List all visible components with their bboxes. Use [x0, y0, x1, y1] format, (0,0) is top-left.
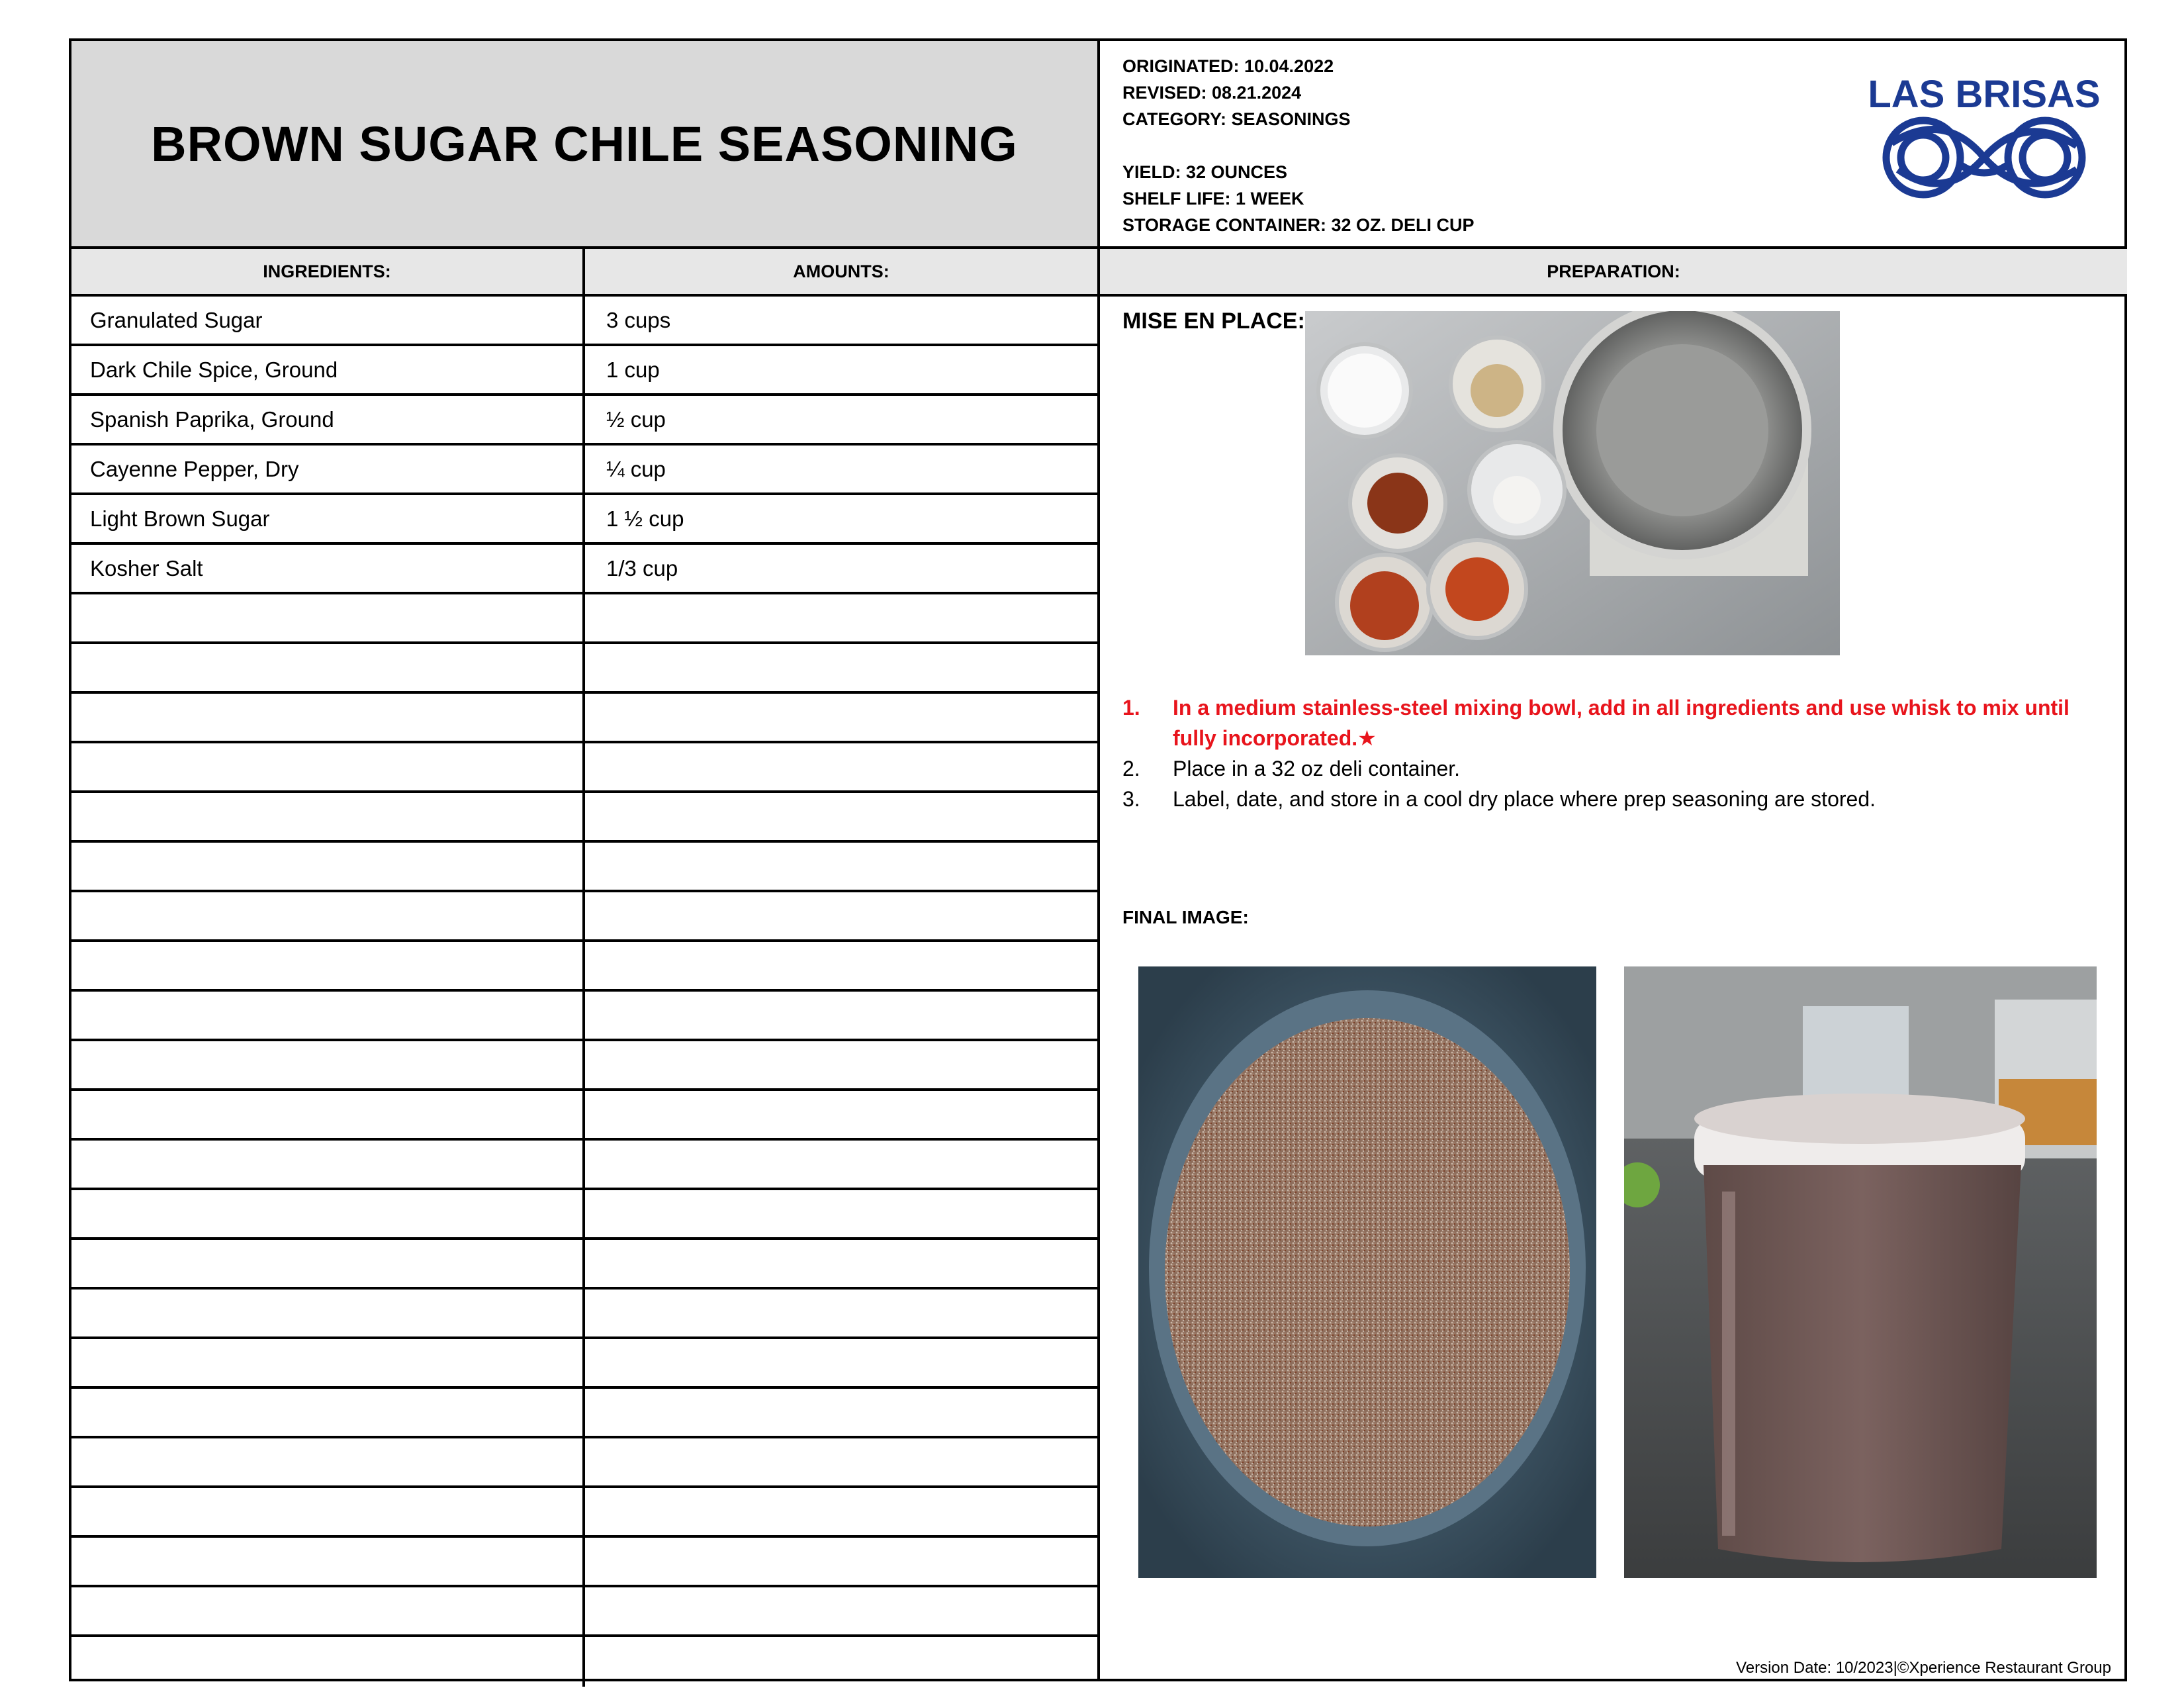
recipe-sheet [69, 38, 2127, 1681]
ingredient-amount [585, 942, 1097, 989]
preparation-step [1122, 692, 2102, 753]
ingredient-name [71, 1389, 585, 1436]
ingredient-name [71, 594, 585, 641]
ingredient-row [71, 743, 1097, 793]
ingredient-amount [585, 1538, 1097, 1585]
ingredient-amount [585, 1339, 1097, 1386]
ingredient-row [71, 694, 1097, 743]
ingredient-amount [585, 1240, 1097, 1287]
ingredient-amount [585, 594, 1097, 641]
mise-en-place-photo [1305, 311, 1840, 655]
ingredient-name [71, 1141, 585, 1188]
ingredient-row [71, 1339, 1097, 1389]
ingredient-amount [585, 743, 1097, 790]
ingredient-amount [585, 1438, 1097, 1485]
amounts-header: AMOUNTS: [585, 249, 1100, 297]
ingredient-amount: 1 cup [606, 357, 660, 382]
ingredient-amount [585, 1141, 1097, 1188]
ingredient-amount [585, 793, 1097, 840]
ingredient-name: Dark Chile Spice, Ground [71, 346, 585, 393]
ingredient-name [71, 1190, 585, 1237]
revised-date: REVISED: 08.21.2024 [1122, 83, 1302, 103]
ingredient-row [71, 644, 1097, 694]
ingredient-name [71, 694, 585, 741]
ingredient-row [71, 1438, 1097, 1488]
version-footer: Version Date: 10/2023|©Xperience Restaurant Group [1736, 1659, 2111, 1677]
ingredient-name: Light Brown Sugar [71, 495, 585, 542]
step-number: 1. [1122, 696, 1140, 720]
ingredient-row [71, 445, 1097, 495]
ingredient-row [71, 346, 1097, 396]
ingredient-amount [585, 1289, 1097, 1336]
ingredient-row [71, 594, 1097, 644]
preparation-step [1122, 753, 2102, 784]
ingredient-name: Kosher Salt [71, 545, 585, 592]
ingredient-name [71, 1438, 585, 1485]
ingredient-row [71, 1190, 1097, 1240]
ingredient-name: Cayenne Pepper, Dry [71, 445, 585, 492]
ingredient-row [71, 1240, 1097, 1289]
ingredient-amount [585, 843, 1097, 890]
ingredient-amount [585, 992, 1097, 1039]
ingredient-row [71, 942, 1097, 992]
preparation-step [1122, 784, 2102, 814]
ingredient-amount [585, 1389, 1097, 1436]
ingredient-row [71, 1587, 1097, 1637]
ingredient-name [71, 1488, 585, 1535]
step-text: Place in a 32 oz deli container. [1173, 757, 1461, 780]
ingredient-row [71, 1091, 1097, 1141]
ingredient-amount: 1/3 cup [606, 555, 678, 581]
ingredient-name [71, 892, 585, 939]
originated-date: ORIGINATED: 10.04.2022 [1122, 56, 1334, 76]
ingredient-amount [585, 1637, 1097, 1687]
ingredient-row [71, 1041, 1097, 1091]
ingredient-row [71, 1538, 1097, 1587]
ingredient-amount [585, 892, 1097, 939]
category: CATEGORY: SEASONINGS [1122, 109, 1351, 129]
ingredient-amount: 3 cups [606, 307, 671, 332]
step-number: 2. [1122, 757, 1140, 780]
ingredient-amount [585, 1091, 1097, 1138]
ingredient-row [71, 892, 1097, 942]
ingredient-row [71, 545, 1097, 594]
ingredient-row [71, 1141, 1097, 1190]
ingredient-amount [585, 1041, 1097, 1088]
preparation-header: PREPARATION: [1100, 249, 2127, 297]
ingredients-header: INGREDIENTS: [71, 249, 585, 297]
ingredient-amount: ¼ cup [606, 456, 666, 481]
logo-text: LAS BRISAS [1868, 73, 2101, 116]
ingredient-row [71, 396, 1097, 445]
ingredient-name [71, 743, 585, 790]
ingredient-row [71, 843, 1097, 892]
ingredient-row [71, 1488, 1097, 1538]
ingredient-name [71, 1289, 585, 1336]
ingredient-name [71, 942, 585, 989]
ingredient-amount [585, 1488, 1097, 1535]
ingredient-amount [585, 1190, 1097, 1237]
title-cell [71, 41, 1100, 249]
ingredient-row [71, 1389, 1097, 1438]
storage-container: STORAGE CONTAINER: 32 OZ. DELI CUP [1122, 215, 1475, 235]
mise-en-place-label: MISE EN PLACE: [1122, 308, 1305, 334]
ingredient-name [71, 1637, 585, 1687]
ingredient-row [71, 992, 1097, 1041]
ingredient-name [71, 992, 585, 1039]
preparation-steps [1122, 692, 2102, 814]
ingredient-amount: 1 ½ cup [606, 506, 684, 531]
ingredient-row [71, 495, 1097, 545]
recipe-title: BROWN SUGAR CHILE SEASONING [151, 116, 1018, 171]
ingredient-name [71, 1091, 585, 1138]
ingredient-name [71, 1587, 585, 1634]
ingredients-table [71, 297, 1100, 1681]
ingredient-row [71, 793, 1097, 843]
ingredient-name [71, 1041, 585, 1088]
shelf-life: SHELF LIFE: 1 WEEK [1122, 189, 1304, 209]
ingredient-amount [585, 694, 1097, 741]
ingredient-name [71, 1240, 585, 1287]
ingredient-name [71, 793, 585, 840]
ingredient-name [71, 843, 585, 890]
meta-info [1122, 53, 1475, 238]
ingredient-row [71, 297, 1097, 346]
ingredient-name: Granulated Sugar [71, 297, 585, 344]
final-container-photo [1624, 966, 2097, 1578]
final-bowl-photo [1138, 966, 1596, 1578]
preparation-panel [1100, 297, 2127, 1681]
ingredient-amount: ½ cup [606, 406, 666, 432]
step-text: Label, date, and store in a cool dry place where prep seasoning are stored. [1173, 787, 1876, 811]
ingredient-name: Spanish Paprika, Ground [71, 396, 585, 443]
final-image-label: FINAL IMAGE: [1122, 907, 1249, 927]
ingredient-name [71, 1339, 585, 1386]
ingredient-row [71, 1637, 1097, 1687]
meta-cell [1100, 41, 2127, 249]
ingredient-name [71, 1538, 585, 1585]
ingredient-name [71, 644, 585, 691]
step-text: In a medium stainless-steel mixing bowl, add in all ingredients and use whisk to mix until fully incorporated.★ [1173, 696, 2070, 750]
yield: YIELD: 32 OUNCES [1122, 162, 1288, 182]
ingredient-row [71, 1289, 1097, 1339]
step-number: 3. [1122, 787, 1140, 811]
ingredient-amount [585, 644, 1097, 691]
ingredient-amount [585, 1587, 1097, 1634]
las-brisas-logo [1865, 70, 2103, 203]
